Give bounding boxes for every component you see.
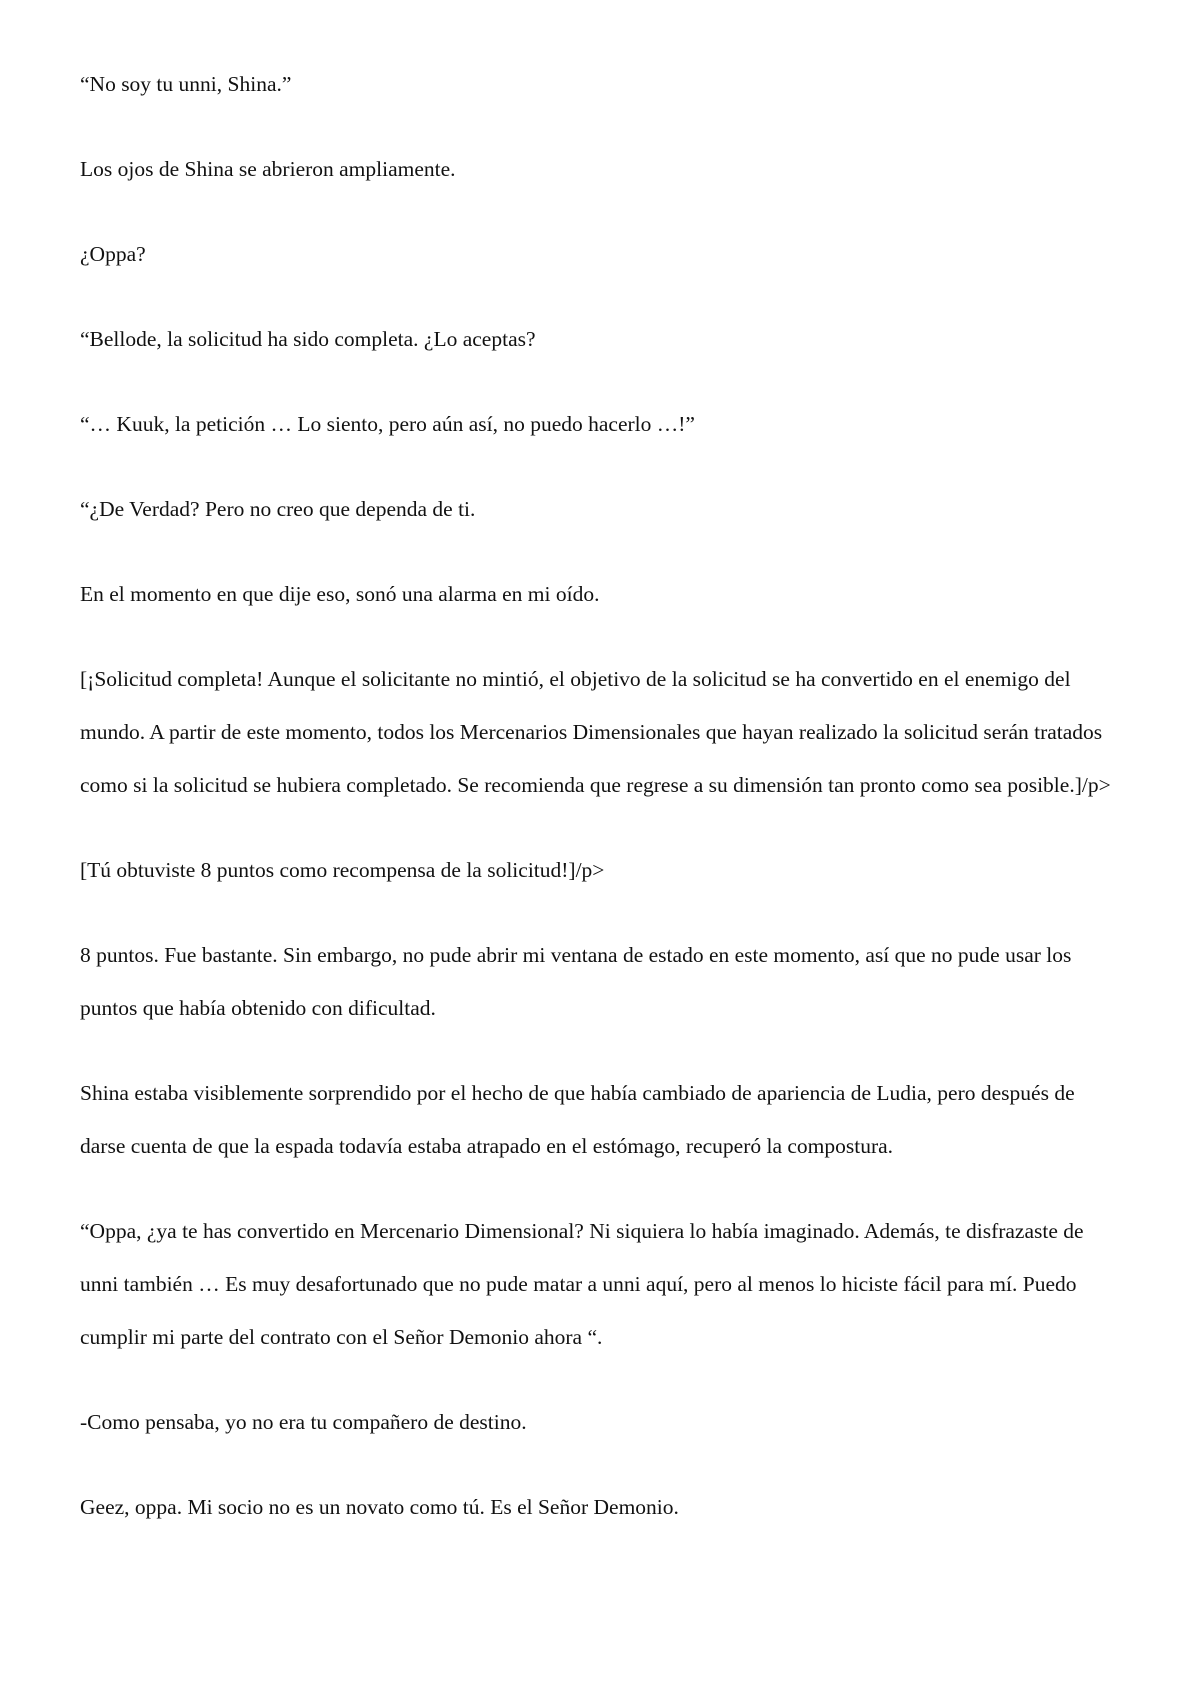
paragraph: [¡Solicitud completa! Aunque el solicitante no mintió, el objetivo de la solicitud se ha convertido en el enemigo del mundo. A partir de este momento, todos los Mercenarios Dimensionales que hayan realizado la solicitud serán tratados como si la solicitud se hubiera completado. Se recomienda que regrese a su dimensión tan pronto como sea posible.]/p> bbox=[80, 667, 1111, 797]
paragraph: Geez, oppa. Mi socio no es un novato como tú. Es el Señor Demonio. bbox=[80, 1495, 679, 1519]
paragraph: “¿De Verdad? Pero no creo que dependa de ti. bbox=[80, 497, 476, 521]
paragraph: -Como pensaba, yo no era tu compañero de destino. bbox=[80, 1410, 527, 1434]
paragraph: “Bellode, la solicitud ha sido completa. ¿Lo aceptas? bbox=[80, 327, 536, 351]
paragraph: “No soy tu unni, Shina.” bbox=[80, 72, 292, 96]
paragraph: Los ojos de Shina se abrieron ampliamente. bbox=[80, 157, 456, 181]
paragraph: “Oppa, ¿ya te has convertido en Mercenario Dimensional? Ni siquiera lo había imaginado. Además, te disfrazaste de unni también … Es muy desafortunado que no pude matar a unni aquí, pero al menos lo hiciste fácil para mí. Puedo cumplir mi parte del contrato con el Señor Demonio ahora “. bbox=[80, 1219, 1084, 1349]
paragraph: [Tú obtuviste 8 puntos como recompensa de la solicitud!]/p> bbox=[80, 858, 605, 882]
paragraph: 8 puntos. Fue bastante. Sin embargo, no pude abrir mi ventana de estado en este momento, así que no pude usar los puntos que había obtenido con dificultad. bbox=[80, 943, 1072, 1020]
document-body bbox=[80, 58, 1120, 1566]
paragraph: ¿Oppa? bbox=[80, 242, 146, 266]
paragraph: “… Kuuk, la petición … Lo siento, pero aún así, no puedo hacerlo …!” bbox=[80, 412, 695, 436]
paragraph: Shina estaba visiblemente sorprendido por el hecho de que había cambiado de apariencia de Ludia, pero después de darse cuenta de que la espada todavía estaba atrapado en el estómago, recuperó la compostura. bbox=[80, 1081, 1075, 1158]
paragraph: En el momento en que dije eso, sonó una alarma en mi oído. bbox=[80, 582, 600, 606]
